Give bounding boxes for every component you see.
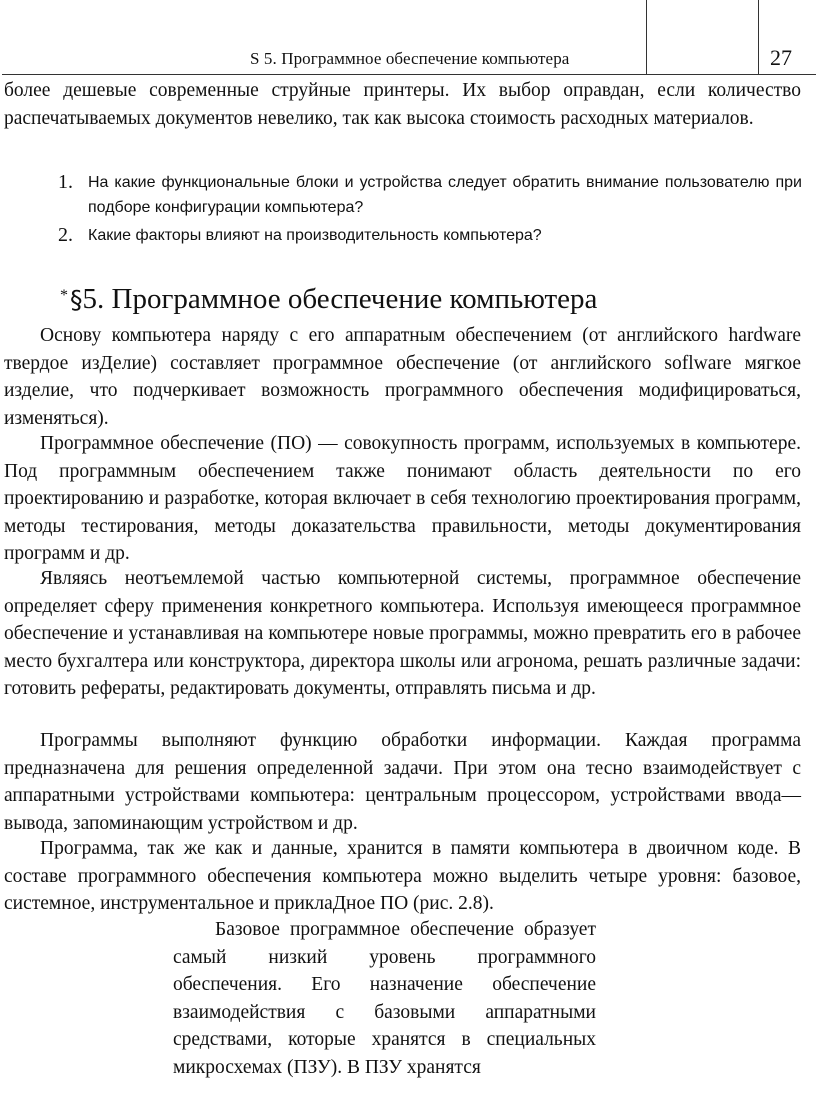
body-paragraph: Основу компьютера наряду с его аппаратным обеспечением (от английского hardware твердое изДелие) составляет программное обеспечение (от английского soflware мягкое изделие, что подчеркивает возможность программного обеспечения модифицироваться, изменяться). xyxy=(4,325,801,429)
question-item xyxy=(58,223,802,248)
body-paragraph: Программа, так же как и данные, хранится в памяти компьютера в двоичном коде. В составе программного обеспечения компьютера можно выделить четыре уровня: базовое, системное, инструментальное и приклаДное ПО (рис. 2.8). xyxy=(4,838,801,914)
intro-paragraph: более дешевые современные струйные принтеры. Их выбор оправдан, если количество распечатываемых документов невелико, так как высока стоимость расходных материалов. xyxy=(4,80,801,129)
column-paragraph: Базовое программное обеспечение образует самый низкий уровень программного обеспечения. Его назначение обеспечение взаимодействия с базовыми аппаратными средствами, которые хранятся в специальных микросхемах (ПЗУ). В ПЗУ хранятся xyxy=(173,919,596,1078)
question-text: Какие факторы влияют на производительность компьютера? xyxy=(88,227,542,244)
section-mark: * xyxy=(60,287,68,304)
questions-list xyxy=(58,170,802,251)
question-item xyxy=(58,170,802,220)
body-paragraph: Программное обеспечение (ПО) — совокупность программ, используемых в компьютере. Под программным обеспечением также понимают область деятельности по его проектированию и разработке, которая включает в себя технологию проектирования программ, методы тестирования, методы доказательства правильности, методы документирования программ и др. xyxy=(4,433,801,564)
question-number: 1. xyxy=(58,171,73,193)
body-paragraph: Программы выполняют функцию обработки информации. Каждая программа предназначена для решения определенной задачи. При этом она тесно взаимодействует с аппаратными устройствами компьютера: центральным процессором, устройствами ввода—вывода, запоминающим устройством и др. xyxy=(4,730,801,834)
section-heading xyxy=(60,283,597,316)
header-rule xyxy=(2,74,816,75)
running-title: S 5. Программное обеспечение компьютера xyxy=(250,49,570,68)
section-title: 5. Программное обеспечение компьютера xyxy=(82,283,598,315)
question-number: 2. xyxy=(58,224,73,246)
body-paragraph: Являясь неотъемлемой частью компьютерной системы, программное обеспечение определяет сферу применения конкретного компьютера. Используя имеющееся программное обеспечение и устанавливая на компьютере новые программы, можно превратить его в рабочее место бухгалтера или конструктора, директора школы или агронома, решать различные задачи: готовить рефераты, редактировать документы, отправлять письма и др. xyxy=(4,568,801,699)
section-symbol: § xyxy=(70,285,83,314)
page-number: 27 xyxy=(770,45,792,70)
page-number-box xyxy=(646,0,759,75)
question-text: На какие функциональные блоки и устройства следует обратить внимание пользователю при подборе конфигурации компьютера? xyxy=(88,174,802,216)
